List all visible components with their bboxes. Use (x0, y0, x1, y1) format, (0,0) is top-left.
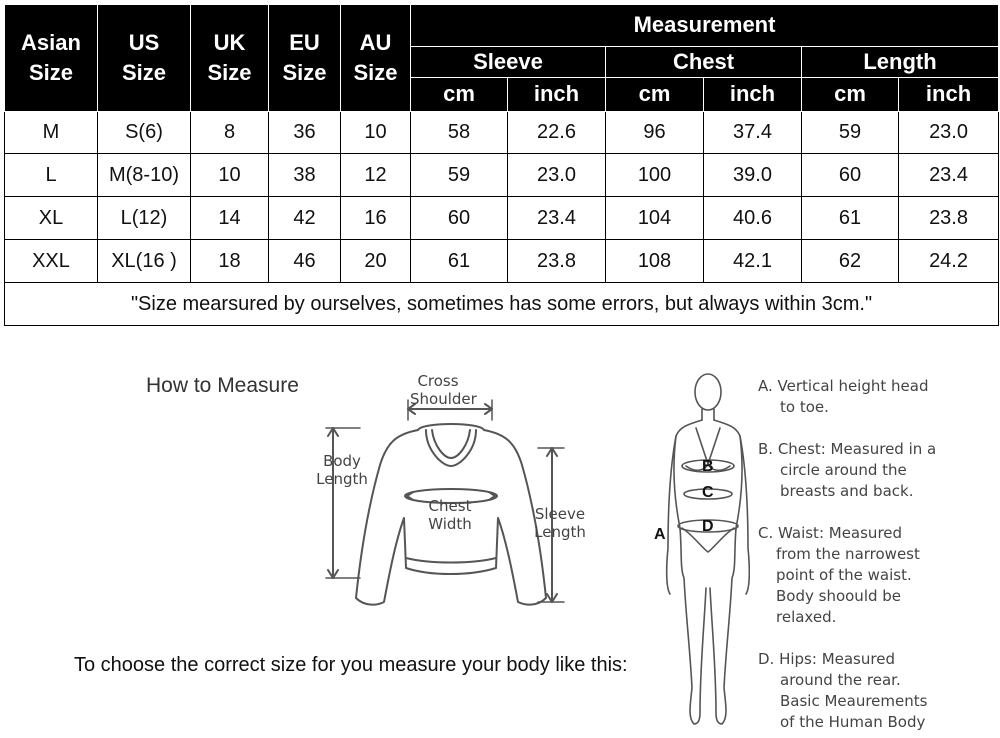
legend-line: to toe. (780, 398, 829, 416)
table-cell: 59 (411, 154, 508, 197)
table-cell: 20 (341, 240, 411, 283)
legend-line: A. Vertical height head (758, 377, 929, 395)
legend-line: of the Human Body (780, 713, 926, 731)
table-cell: 58 (411, 111, 508, 154)
header-us-size: US Size (98, 5, 191, 112)
table-cell: 42.1 (704, 240, 802, 283)
table-cell: 60 (802, 154, 899, 197)
table-cell: 24.2 (899, 240, 999, 283)
header-measurement: Measurement (411, 5, 999, 47)
table-cell: 23.8 (508, 240, 606, 283)
legend-line: B. Chest: Measured in a (758, 440, 937, 458)
table-cell: L (5, 154, 98, 197)
table-cell: 108 (606, 240, 704, 283)
header-uk-size: UK Size (191, 5, 269, 112)
legend-line: relaxed. (776, 608, 837, 626)
table-cell: 23.0 (508, 154, 606, 197)
how-to-measure-title: How to Measure (146, 374, 299, 397)
table-cell: 23.8 (899, 197, 999, 240)
table-cell: 39.0 (704, 154, 802, 197)
legend-line: C. Waist: Measured (758, 524, 903, 542)
table-row (5, 197, 999, 240)
table-cell: 18 (191, 240, 269, 283)
table-cell: 104 (606, 197, 704, 240)
table-cell: 60 (411, 197, 508, 240)
table-cell: 100 (606, 154, 704, 197)
header-unit-inch: inch (899, 78, 999, 111)
table-cell: 61 (802, 197, 899, 240)
header-eu-size: EU Size (269, 5, 341, 112)
human-body-figure (660, 368, 750, 734)
table-cell: 8 (191, 111, 269, 154)
header-unit-cm: cm (606, 78, 704, 111)
table-cell: 40.6 (704, 197, 802, 240)
table-cell: 10 (191, 154, 269, 197)
header-length: Length (802, 46, 999, 77)
legend-line: Basic Meaurements (780, 692, 928, 710)
table-cell: L(12) (98, 197, 191, 240)
legend-line: circle around the (780, 461, 907, 479)
table-cell: M(8-10) (98, 154, 191, 197)
table-cell: 10 (341, 111, 411, 154)
table-cell: 62 (802, 240, 899, 283)
legend-line: point of the waist. (776, 566, 912, 584)
table-cell: 12 (341, 154, 411, 197)
header-unit-inch: inch (508, 78, 606, 111)
body-length-label: Body Length (316, 452, 368, 488)
legend-line: D. Hips: Measured (758, 650, 895, 668)
label-b: B (702, 458, 714, 475)
table-cell: XL(16 ) (98, 240, 191, 283)
legend-line: Body shoould be (776, 587, 902, 605)
table-cell: M (5, 111, 98, 154)
table-cell: 38 (269, 154, 341, 197)
table-row (5, 111, 999, 154)
table-cell: 23.4 (899, 154, 999, 197)
header-unit-cm: cm (802, 78, 899, 111)
table-cell: 23.0 (899, 111, 999, 154)
measurement-legend (758, 376, 994, 733)
measure-instruction: To choose the correct size for you measure your body like this: (74, 654, 628, 676)
legend-line: around the rear. (780, 671, 901, 689)
header-chest: Chest (606, 46, 802, 77)
legend-line: breasts and back. (780, 482, 914, 500)
label-d: D (702, 518, 714, 535)
sleeve-length-label: Sleeve Length (534, 505, 586, 541)
chest-width-label: Chest Width (428, 497, 472, 533)
note-row (5, 283, 999, 326)
legend-line: from the narrowest (776, 545, 920, 563)
header-unit-inch: inch (704, 78, 802, 111)
header-asian-size: Asian Size (5, 5, 98, 112)
table-cell: 42 (269, 197, 341, 240)
cross-shoulder-label: Cross Shoulder (410, 372, 477, 408)
table-cell: 14 (191, 197, 269, 240)
table-cell: 16 (341, 197, 411, 240)
table-cell: 36 (269, 111, 341, 154)
table-cell: S(6) (98, 111, 191, 154)
table-cell: 46 (269, 240, 341, 283)
table-row (5, 240, 999, 283)
table-cell: 37.4 (704, 111, 802, 154)
label-c: C (702, 484, 714, 501)
label-a: A (654, 526, 666, 543)
size-chart-table (4, 4, 999, 326)
size-note: "Size mearsured by ourselves, sometimes has some errors, but always within 3cm." (5, 283, 999, 326)
header-unit-cm: cm (411, 78, 508, 111)
table-row (5, 154, 999, 197)
header-sleeve: Sleeve (411, 46, 606, 77)
table-cell: XL (5, 197, 98, 240)
table-cell: 59 (802, 111, 899, 154)
table-cell: 96 (606, 111, 704, 154)
header-au-size: AU Size (341, 5, 411, 112)
table-cell: 22.6 (508, 111, 606, 154)
table-cell: XXL (5, 240, 98, 283)
table-cell: 23.4 (508, 197, 606, 240)
table-cell: 61 (411, 240, 508, 283)
